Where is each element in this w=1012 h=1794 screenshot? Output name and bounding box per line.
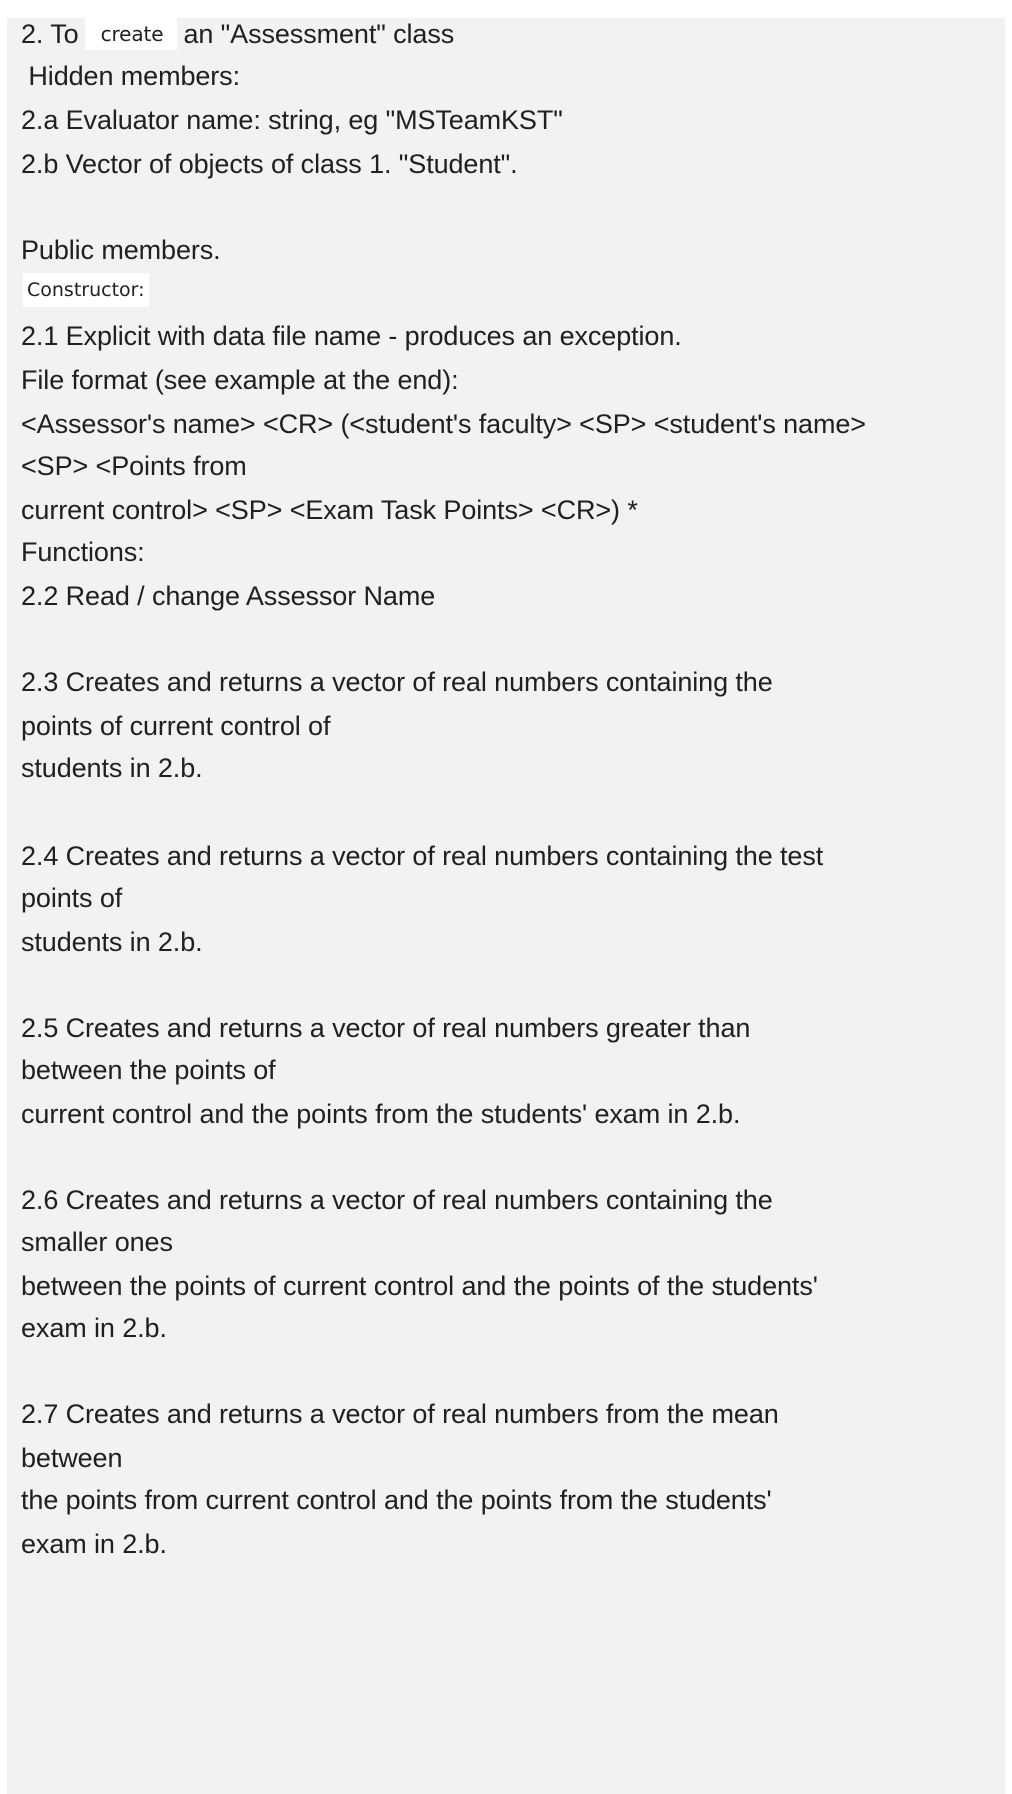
text-line: <Assessor's name> <CR> (<student's faculty> <SP> <student's name>	[21, 409, 866, 439]
text-line: smaller ones	[21, 1227, 173, 1257]
constructor-chip: Constructor:	[23, 273, 149, 307]
text-line: Public members.	[21, 235, 221, 265]
heading-prefix: 2. To	[21, 19, 79, 49]
top-strip	[0, 0, 1012, 18]
text-line: points of current control of	[21, 711, 331, 741]
text-line: 2.3 Creates and returns a vector of real numbers containing the	[21, 667, 773, 697]
create-chip: create	[85, 18, 178, 50]
text-line: File format (see example at the end):	[21, 365, 459, 395]
heading-line	[21, 18, 454, 50]
text-line: current control and the points from the students' exam in 2.b.	[21, 1099, 741, 1129]
text-line: current control> <SP> <Exam Task Points> <CR>) *	[21, 495, 638, 525]
text-line: 2.7 Creates and returns a vector of real numbers from the mean	[21, 1399, 779, 1429]
text-line: 2.4 Creates and returns a vector of real numbers containing the test	[21, 841, 824, 871]
text-line: 2.1 Explicit with data file name - produces an exception.	[21, 321, 682, 351]
text-line: 2.5 Creates and returns a vector of real numbers greater than	[21, 1013, 751, 1043]
text-line: students in 2.b.	[21, 753, 203, 783]
text-line: between the points of	[21, 1055, 276, 1085]
text-line: between the points of current control and the points of the students'	[21, 1271, 818, 1301]
text-line: 2.b Vector of objects of class 1. "Student".	[21, 149, 518, 179]
text-line: 2.6 Creates and returns a vector of real numbers containing the	[21, 1185, 773, 1215]
text-line: 2.a Evaluator name: string, eg "MSTeamKST"	[21, 105, 563, 135]
text-line: exam in 2.b.	[21, 1529, 167, 1559]
text-line: Functions:	[21, 537, 145, 567]
text-line: exam in 2.b.	[21, 1313, 167, 1343]
text-line: Hidden members:	[21, 61, 240, 91]
text-line: students in 2.b.	[21, 927, 203, 957]
text-line: <SP> <Points from	[21, 451, 247, 481]
text-line: points of	[21, 883, 123, 913]
text-line: the points from current control and the points from the students'	[21, 1485, 772, 1515]
text-line: between	[21, 1443, 123, 1473]
document-panel	[7, 18, 1005, 1794]
text-line: 2.2 Read / change Assessor Name	[21, 581, 436, 611]
heading-suffix: an "Assessment" class	[183, 19, 455, 49]
